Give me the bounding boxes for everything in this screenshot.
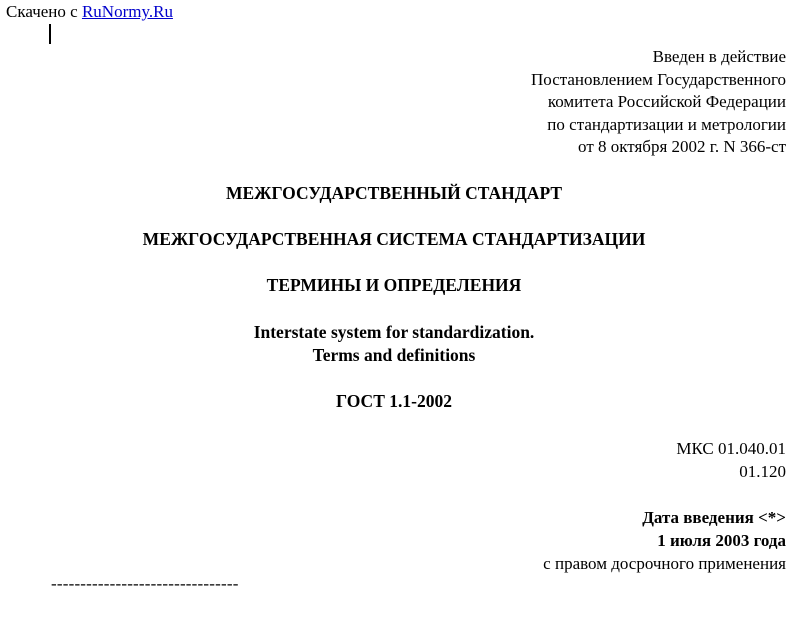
mks-code-line: 01.120	[739, 462, 786, 481]
source-note-prefix: Скачено с	[6, 2, 78, 21]
terms-title: ТЕРМИНЫ И ОПРЕДЕЛЕНИЯ	[266, 275, 522, 295]
gost-number: ГОСТ 1.1-2002	[336, 391, 452, 411]
footnote-separator: --------------------------------	[51, 574, 239, 593]
introduction-note: с правом досрочного применения	[543, 554, 786, 573]
source-link[interactable]: RuNormy.Ru	[81, 2, 173, 21]
source-note	[6, 2, 173, 22]
mks-code-line: МКС 01.040.01	[676, 439, 786, 458]
introduction-date: 1 июля 2003 года	[657, 531, 786, 550]
text-cursor	[49, 24, 51, 44]
decree-line: Введен в действие	[652, 47, 786, 66]
decree-line: от 8 октября 2002 г. N 366-ст	[578, 137, 786, 156]
english-title-line: Terms and definitions	[312, 345, 476, 365]
standard-title: МЕЖГОСУДАРСТВЕННЫЙ СТАНДАРТ	[225, 183, 563, 203]
decree-line: Постановлением Государственного	[531, 69, 786, 89]
mks-codes	[676, 437, 786, 483]
system-title: МЕЖГОСУДАРСТВЕННАЯ СИСТЕМА СТАНДАРТИЗАЦИИ	[142, 229, 646, 249]
introduction-date-block	[543, 506, 786, 575]
decree-line: комитета Российской Федерации	[547, 92, 786, 111]
decree-line: по стандартизации и метрологии	[547, 114, 786, 134]
english-title	[0, 321, 790, 367]
decree-block	[531, 46, 786, 159]
introduction-label: Дата введения <*>	[642, 508, 786, 527]
english-title-line: Interstate system for standardization.	[253, 322, 535, 342]
